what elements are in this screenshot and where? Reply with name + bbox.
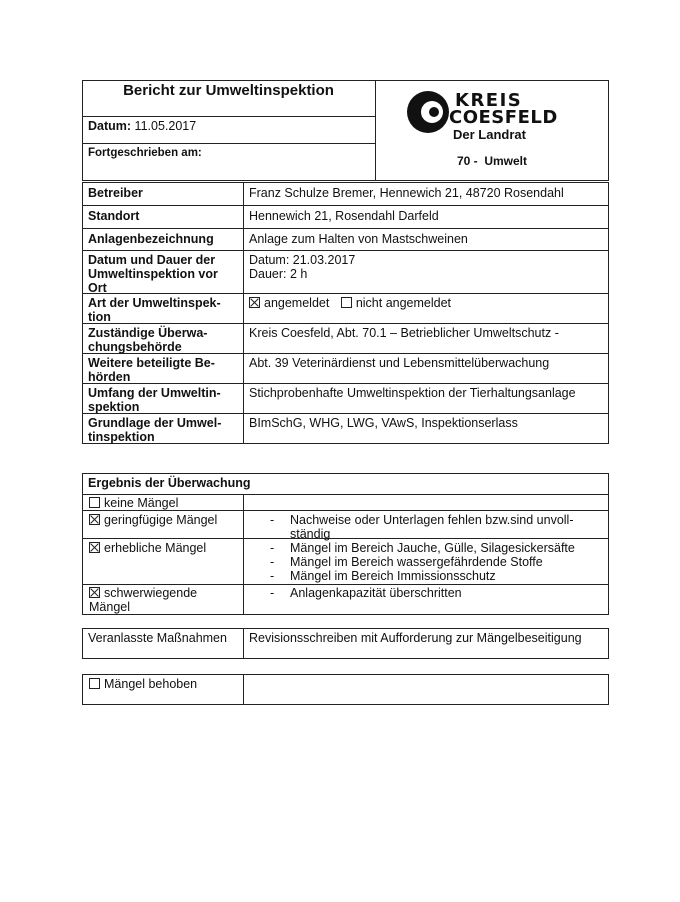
basis-label: Grundlage der Umwel- tinspektion (88, 416, 222, 444)
significant-defect-text: Mängel im Bereich Immissionsschutz (290, 569, 496, 583)
significant-defect-item (270, 541, 600, 555)
inspection-type-label: Art der Umweltinspek- tion (88, 296, 221, 324)
severe-defects-option (89, 586, 197, 600)
inspection-datetime-label: Datum und Dauer der Umweltinspektion vor Ort (88, 253, 218, 295)
minor-defects-checkbox[interactable] (89, 514, 100, 525)
operator-label: Betreiber (88, 186, 143, 200)
details-row-line (82, 228, 609, 229)
header-row-line-2 (82, 143, 375, 144)
significant-defect-item (270, 555, 600, 569)
minor-defects-option (89, 513, 217, 527)
announced-checkbox[interactable] (249, 297, 260, 308)
unannounced-checkbox[interactable] (341, 297, 352, 308)
bullet-dash: - (270, 555, 275, 569)
basis-value: BImSchG, WHG, LWG, VAwS, Inspektionserlass (249, 416, 518, 430)
minor-defects-label: geringfügige Mängel (104, 513, 218, 527)
inspection-type-options (249, 296, 451, 310)
significant-defects-label: erhebliche Mängel (104, 541, 207, 555)
location-value: Hennewich 21, Rosendahl Darfeld (249, 209, 439, 223)
result-column-divider (243, 494, 244, 615)
minor-defect-text-cont: ständig (290, 527, 331, 541)
bullet-dash: - (270, 569, 275, 583)
significant-defect-text: Mängel im Bereich Jauche, Gülle, Silagesickersäfte (290, 541, 575, 555)
authority-label: Zuständige Überwa- chungsbehörde (88, 326, 208, 354)
unannounced-label: nicht angemeldet (355, 296, 452, 310)
details-row-line (82, 205, 609, 206)
resolved-option (89, 677, 197, 691)
department-label: 70 - Umwelt (456, 154, 528, 168)
page-title: Bericht zur Umweltinspektion (123, 82, 334, 99)
severe-defects-label: schwerwiegende (104, 586, 198, 600)
report-date-value: 11.05.2017 (134, 119, 197, 133)
continued-label: Fortgeschrieben am: (88, 147, 202, 159)
authority-value: Kreis Coesfeld, Abt. 70.1 – Betrieblicher Umweltschutz - (249, 326, 559, 340)
logo-emblem-icon (405, 89, 451, 135)
scope-value: Stichprobenhafte Umweltinspektion der Tierhaltungsanlage (249, 386, 576, 400)
bullet-dash: - (270, 513, 275, 527)
significant-defect-item (270, 569, 600, 583)
kreis-coesfeld-logo (405, 89, 558, 142)
logo-text-coesfeld: COESFELD (449, 107, 558, 128)
inspection-duration-value: Dauer: 2 h (249, 267, 308, 281)
details-row-line (82, 250, 609, 251)
no-defects-option (89, 496, 178, 510)
resolved-label: Mängel behoben (104, 677, 198, 691)
operator-value: Franz Schulze Bremer, Hennewich 21, 48720 Rosendahl (249, 186, 564, 200)
facility-label: Anlagenbezeichnung (88, 232, 214, 246)
logo-subtitle: Der Landrat (453, 127, 526, 142)
announced-label: angemeldet (264, 296, 330, 310)
other-authorities-value: Abt. 39 Veterinärdienst und Lebensmittelüberwachung (249, 356, 550, 370)
logo-text-kreis: KREIS (455, 90, 523, 111)
significant-defect-text: Mängel im Bereich wassergefährdende Stoffe (290, 555, 543, 569)
no-defects-checkbox[interactable] (89, 497, 100, 508)
result-row-line (82, 584, 609, 585)
result-heading-line (82, 494, 609, 495)
significant-defects-option (89, 541, 206, 555)
measures-label: Veranlasste Maßnahmen (88, 631, 227, 645)
severe-defects-checkbox[interactable] (89, 587, 100, 598)
inspection-date-value: Datum: 21.03.2017 (249, 253, 356, 267)
details-column-divider (243, 182, 244, 444)
header-row-line-1 (82, 116, 375, 117)
report-date (88, 119, 196, 133)
result-heading: Ergebnis der Überwachung (88, 476, 251, 490)
bullet-dash: - (270, 586, 275, 600)
other-authorities-label: Weitere beteiligte Be- hörden (88, 356, 215, 384)
significant-defects-checkbox[interactable] (89, 542, 100, 553)
measures-value: Revisionsschreiben mit Aufforderung zur Mängelbeseitigung (249, 631, 582, 645)
severe-defect-item (270, 586, 600, 600)
bullet-dash: - (270, 541, 275, 555)
severe-defects-label-cont: Mängel (89, 600, 130, 614)
severe-defect-text: Anlagenkapazität überschritten (290, 586, 462, 600)
resolved-checkbox[interactable] (89, 678, 100, 689)
scope-label: Umfang der Umweltin- spektion (88, 386, 221, 414)
report-date-label: Datum: (88, 119, 132, 133)
measures-divider (243, 628, 244, 659)
location-label: Standort (88, 209, 140, 223)
no-defects-label: keine Mängel (104, 496, 179, 510)
result-row-line (82, 510, 609, 511)
facility-value: Anlage zum Halten von Mastschweinen (249, 232, 468, 246)
resolved-divider (243, 674, 244, 705)
minor-defect-item (270, 513, 590, 541)
minor-defect-text: Nachweise oder Unterlagen fehlen bzw.sind unvoll- (290, 513, 574, 527)
